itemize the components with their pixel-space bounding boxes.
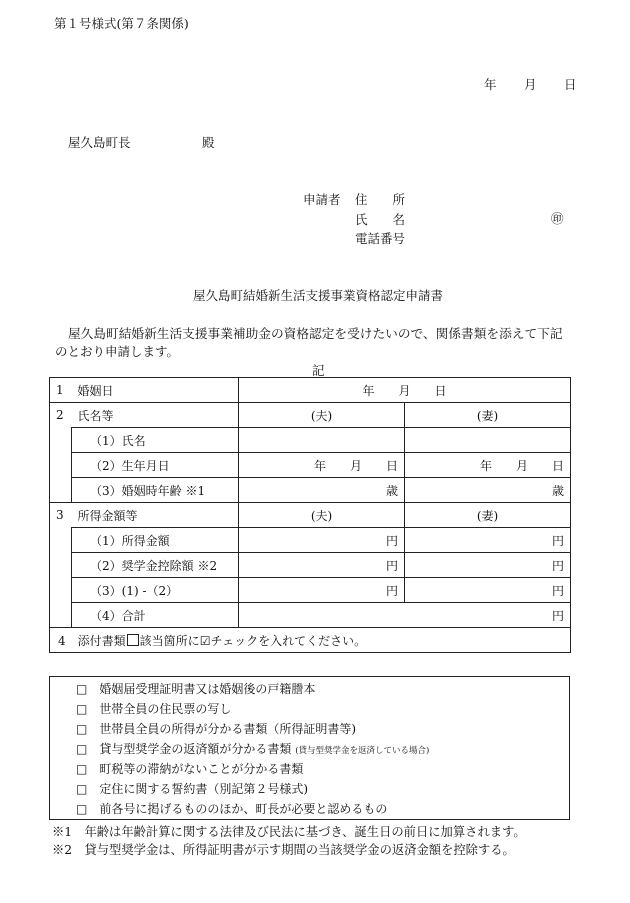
footnote-text: 貸与型奨学金は、所得証明書が示す期間の当該奨学金の返済金額を控除する。 [84,843,515,857]
marriage-date-field[interactable]: 年 月 日 [239,378,571,403]
husband-income-field[interactable]: 円 [239,528,405,553]
list-item[interactable] [76,800,387,817]
list-item[interactable] [76,720,356,737]
checkbox-icon[interactable]: □ [76,802,88,816]
attachments-number: 4 [58,633,66,648]
table-row [50,578,571,603]
date-month-label: 月 [524,77,537,92]
footnote-mark: ※2 [52,843,73,857]
applicant-name-label: 氏 名 [355,212,406,227]
income-label: 所得金額等 [72,503,239,528]
list-item-label: 貸与型奨学金の返済額が分かる書類 [99,742,292,756]
wife-age-field[interactable]: 歳 [405,478,571,503]
applicant-label: 申請者 [303,192,341,207]
indent-cell [50,553,72,578]
total-label: （4）合計 [72,603,239,628]
husband-header: (夫) [239,403,405,428]
table-row [50,478,571,503]
total-field[interactable]: 円 [239,603,571,628]
name-label: （1）氏名 [72,428,239,453]
applicant-phone-label: 電話番号 [355,231,406,246]
income-amount-label: （1）所得金額 [72,528,239,553]
footnote-2 [52,840,515,858]
attachments-instruction-end: チェックを入れてください。 [210,633,367,648]
footnote-mark: ※1 [52,825,73,839]
checkbox-icon[interactable]: □ [76,682,88,696]
footnote-1 [52,822,526,840]
indent-cell [50,528,72,553]
indent-cell [50,578,72,603]
list-item-label: 世帯全員の住民票の写し [99,702,232,716]
checkbox-icon[interactable]: □ [76,702,88,716]
wife-header: (妻) [405,503,571,528]
marriage-age-label: （3）婚姻時年齢 ※1 [72,478,239,503]
indent-cell [50,603,72,628]
row-number: 2 [50,403,72,428]
indent-cell [50,428,72,453]
wife-net-field[interactable]: 円 [405,578,571,603]
attachments-header [50,628,571,653]
form-number: 第１号様式(第７条関係) [54,16,189,31]
husband-deduction-field[interactable]: 円 [239,553,405,578]
list-item-label: 町税等の滞納がないことが分かる書類 [99,762,304,776]
husband-name-field[interactable] [239,428,405,453]
indent-cell [50,453,72,478]
names-label: 氏名等 [72,403,239,428]
ki-heading: 記 [312,363,325,378]
checkbox-icon[interactable]: □ [76,762,88,776]
wife-income-field[interactable]: 円 [405,528,571,553]
row-number: 1 [50,378,72,403]
wife-header: (妻) [405,403,571,428]
table-row [50,603,571,628]
table-row [50,378,571,403]
application-table [49,377,571,653]
attachment-list [49,676,570,820]
empty-checkbox-icon [127,634,139,646]
list-item-label: 婚姻届受理証明書又は婚姻後の戸籍謄本 [99,682,316,696]
table-row [50,528,571,553]
addressee-name: 屋久島町長 [68,135,131,150]
indent-cell [50,478,72,503]
husband-header: (夫) [239,503,405,528]
husband-birthdate-field[interactable]: 年 月 日 [239,453,405,478]
document-title: 屋久島町結婚新生活支援事業資格認定申請書 [193,288,444,303]
birthdate-label: （2）生年月日 [72,453,239,478]
wife-deduction-field[interactable]: 円 [405,553,571,578]
applicant-address-label: 住 所 [355,192,406,207]
row-number: 3 [50,503,72,528]
checkbox-icon[interactable]: □ [76,782,88,796]
list-item[interactable] [76,740,429,757]
addressee-honorific: 殿 [202,135,215,150]
list-item-note: (貸与型奨学金を返済している場合) [295,746,430,756]
attachments-instruction: 該当箇所に [139,633,200,648]
date-day-label: 日 [564,77,577,92]
list-item-label: 前各号に掲げるもののほか、町長が必要と認めるもの [99,802,388,816]
table-row [50,553,571,578]
list-item[interactable] [76,700,231,717]
list-item[interactable] [76,780,308,797]
list-item[interactable] [76,680,315,697]
table-row [50,503,571,528]
husband-net-field[interactable]: 円 [239,578,405,603]
intro-line-2: のとおり申請します。 [55,344,180,359]
checkbox-icon[interactable]: □ [76,742,88,756]
table-row [50,428,571,453]
wife-name-field[interactable] [405,428,571,453]
list-item-label: 定住に関する誓約書（別記第２号様式) [99,782,309,796]
net-income-label: （3）(1) -（2） [72,578,239,603]
table-row [50,453,571,478]
attachments-label: 添付書類 [77,633,126,648]
table-row [50,628,571,653]
seal-mark: ㊞ [551,211,564,226]
list-item-label: 世帯員全員の所得が分かる書類（所得証明書等) [99,722,357,736]
footnote-text: 年齢は年齢計算に関する法律及び民法に基づき、誕生日の前日に加算されます。 [84,825,526,839]
checkbox-icon[interactable]: □ [76,722,88,736]
husband-age-field[interactable]: 歳 [239,478,405,503]
checked-checkbox-icon: ☑ [199,633,211,648]
marriage-date-label: 婚姻日 [72,378,239,403]
intro-line-1: 屋久島町結婚新生活支援事業補助金の資格認定を受けたいので、関係書類を添えて下記 [68,326,563,341]
date-year-label: 年 [484,77,497,92]
scholarship-deduction-label: （2）奨学金控除額 ※2 [72,553,239,578]
table-row [50,403,571,428]
list-item[interactable] [76,760,303,777]
wife-birthdate-field[interactable]: 年 月 日 [405,453,571,478]
